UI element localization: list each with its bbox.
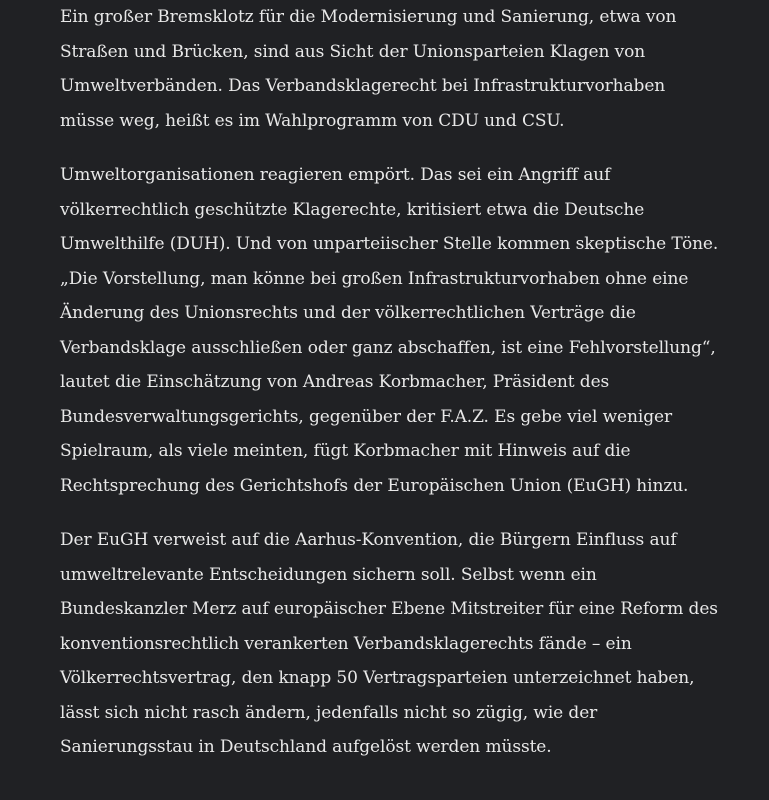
text-line: Völkerrechtsvertrag, den knapp 50 Vertragsparteien unterzeichnet haben, (60, 668, 695, 688)
text-line: lässt sich nicht rasch ändern, jedenfalls nicht so zügig, wie der (60, 702, 598, 723)
text-line: Bundeskanzler Merz auf europäischer Ebene Mitstreiter für eine Reform des (60, 599, 718, 619)
text-line: „Die Vorstellung, man könne bei großen Infrastrukturvorhaben ohne eine (60, 268, 689, 289)
text-line: Umweltorganisationen reagieren empört. Das sei ein Angriff auf (60, 165, 611, 185)
text-line: Spielraum, als viele meinten, fügt Korbmacher mit Hinweis auf die (60, 441, 631, 461)
text-line: umweltrelevante Entscheidungen sichern soll. Selbst wenn ein (60, 564, 597, 585)
text-line: Änderung des Unionsrechts und der völkerrechtlichen Verträge die (60, 303, 636, 323)
text-line: Rechtsprechung des Gerichtshofs der Europäischen Union (EuGH) hinzu. (60, 475, 689, 496)
paragraph-3 (60, 523, 739, 765)
text-line: Ein großer Bremsklotz für die Modernisierung und Sanierung, etwa von (60, 7, 677, 27)
text-line: lautet die Einschätzung von Andreas Korbmacher, Präsident des (60, 372, 610, 392)
text-line: müsse weg, heißt es im Wahlprogramm von CDU und CSU. (60, 110, 565, 131)
text-line: Sanierungsstau in Deutschland aufgelöst werden müsste. (60, 737, 552, 757)
text-line: konventionsrechtlich verankerten Verbandsklagerechts fände – ein (60, 633, 632, 654)
paragraph-2 (60, 158, 739, 503)
text-line: völkerrechtlich geschützte Klagerechte, kritisiert etwa die Deutsche (60, 199, 645, 220)
text-line: Der EuGH verweist auf die Aarhus-Konvention, die Bürgern Einfluss auf (60, 530, 677, 550)
text-line: Umweltverbänden. Das Verbandsklagerecht bei Infrastrukturvorhaben (60, 76, 666, 96)
text-line: Verbandsklage ausschließen oder ganz abschaffen, ist eine Fehlvorstellung“, (60, 337, 716, 358)
paragraph-1 (60, 0, 739, 138)
text-line: Straßen und Brücken, sind aus Sicht der Unionsparteien Klagen von (60, 41, 646, 62)
text-line: Umwelthilfe (DUH). Und von unparteiischer Stelle kommen skeptische Töne. (60, 234, 719, 254)
text-line: Bundesverwaltungsgerichts, gegenüber der F.A.Z. Es gebe viel weniger (60, 406, 672, 427)
